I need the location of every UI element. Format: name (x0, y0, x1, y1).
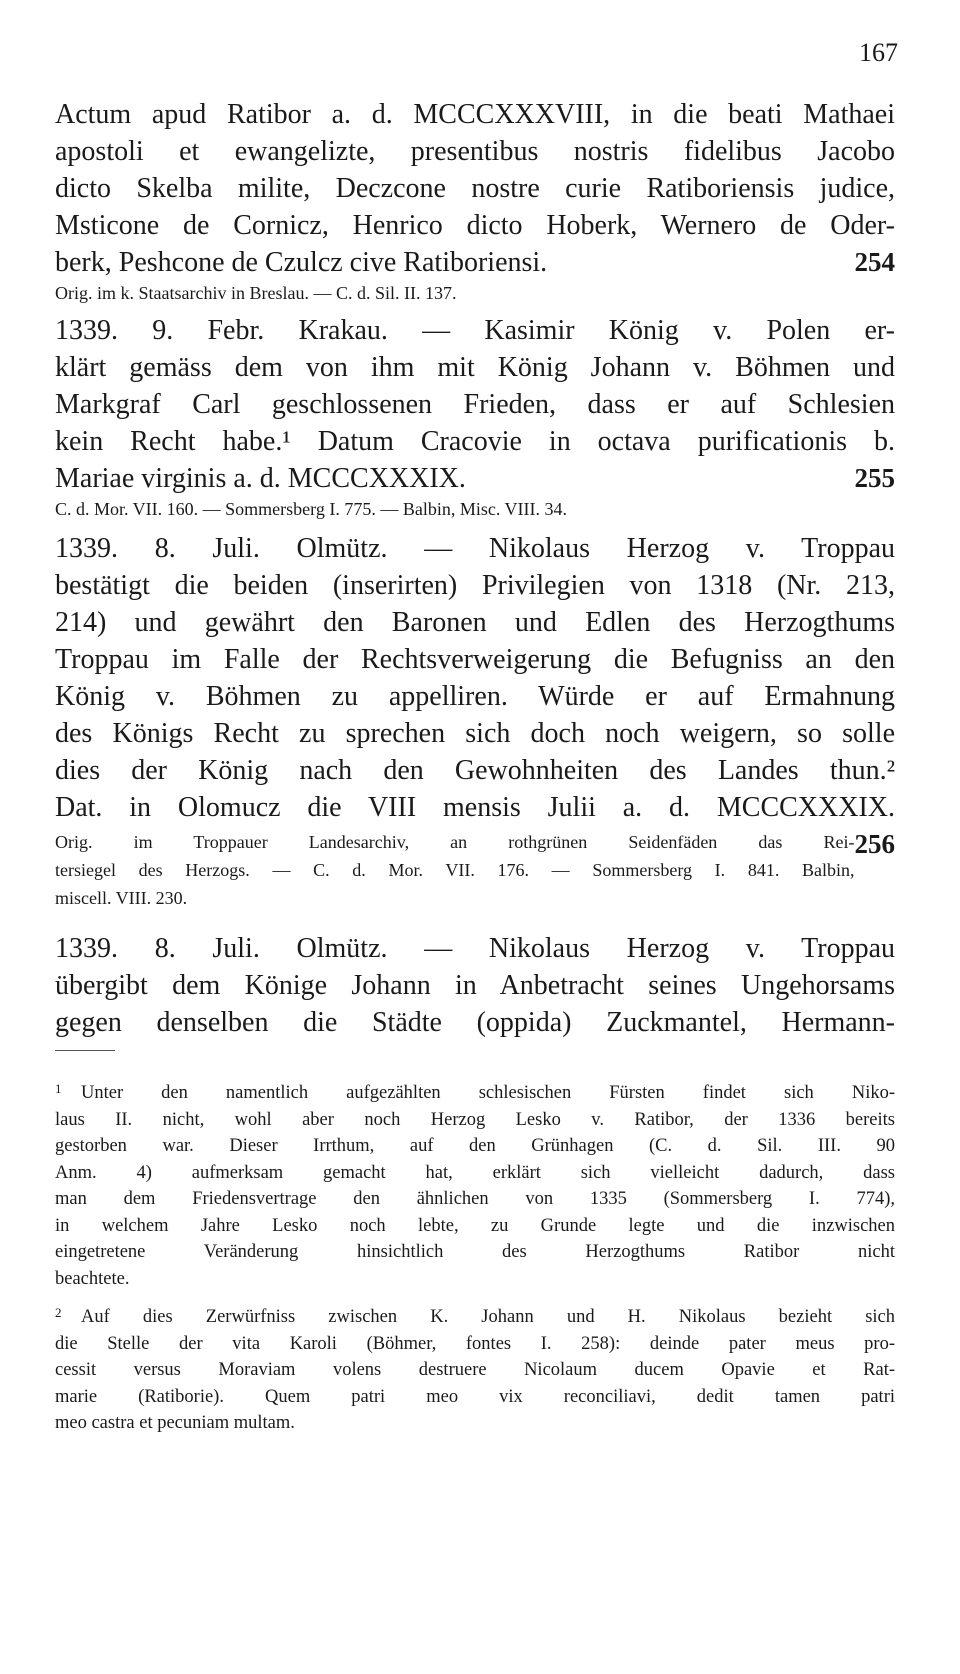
source-note (55, 828, 895, 912)
source-line: Orig. im k. Staatsarchiv in Breslau. — C. d. Sil. II. 137. (55, 283, 457, 303)
body-line: 1339. 8. Juli. Olmütz. — Nikolaus Herzog v. Troppau (55, 933, 895, 964)
document-number: 255 (854, 463, 895, 493)
body-line-text: Mariae virginis a. d. MCCCXXXIX. (55, 463, 466, 494)
body-line: Dat. in Olomucz die VIII mensis Julii a. d. MCCCXXXIX. (55, 792, 895, 823)
entry-256 (55, 530, 895, 912)
footnote-line: laus II. nicht, wohl aber noch Herzog Lesko v. Ratibor, der 1336 bereits (55, 1109, 895, 1130)
body-line: König v. Böhmen zu appelliren. Würde er auf Ermahnung (55, 681, 895, 712)
body-line: 1339. 8. Juli. Olmütz. — Nikolaus Herzog v. Troppau (55, 533, 895, 564)
footnote-mark: 2 (55, 1305, 62, 1320)
footnote-text: Unter den namentlich aufgezählten schlesischen Fürsten findet sich Niko- (81, 1083, 895, 1103)
body-line: dies der König nach den Gewohnheiten des Landes thun.² (55, 755, 895, 786)
footnote-text: Auf dies Zerwürfniss zwischen K. Johann und H. Nikolaus bezieht sich (81, 1307, 895, 1327)
body-line (55, 460, 895, 497)
footnote-line: marie (Ratiborie). Quem patri meo vix reconciliavi, dedit tamen patri (55, 1386, 895, 1407)
source-note (55, 495, 895, 523)
body-line (55, 244, 895, 281)
footnote-line: eingetretene Veränderung hinsichtlich des Herzogthums Ratibor nicht (55, 1242, 895, 1262)
body-line: des Königs Recht zu sprechen sich doch noch weigern, so solle (55, 718, 895, 749)
body-line: kein Recht habe.¹ Datum Cracovie in octava purificationis b. (55, 426, 895, 457)
body-line: Actum apud Ratibor a. d. MCCCXXXVIII, in die beati Mathaei (55, 99, 895, 130)
footnote-line: Anm. 4) aufmerksam gemacht hat, erklärt sich vielleicht dadurch, dass (55, 1162, 895, 1183)
source-note (55, 279, 895, 307)
entry-body (55, 96, 895, 281)
footnote-divider (55, 1050, 115, 1051)
entry-255 (55, 312, 895, 523)
source-line: C. d. Mor. VII. 160. — Sommersberg I. 775. — Balbin, Misc. VIII. 34. (55, 499, 567, 519)
entry-body (55, 930, 895, 1041)
body-line: gegen denselben die Städte (oppida) Zuckmantel, Hermann- (55, 1007, 895, 1038)
footnote-1 (55, 1076, 895, 1292)
footnote-line: man dem Friedensvertrage den ähnlichen von 1335 (Sommersberg I. 774), (55, 1189, 895, 1209)
footnote-line (55, 1076, 895, 1107)
footnote-mark: 1 (55, 1081, 62, 1096)
entry-254 (55, 96, 895, 307)
footnote-line: cessit versus Moraviam volens destruere Nicolaum ducem Opavie et Rat- (55, 1360, 895, 1380)
source-line: Orig. im Troppauer Landesarchiv, an rothgrünen Seidenfäden das Rei- (55, 832, 855, 852)
body-line: dicto Skelba milite, Deczcone nostre curie Ratiboriensis judice, (55, 173, 895, 204)
entry-continued (55, 930, 895, 1041)
document-number: 256 (854, 829, 895, 859)
footnote-line: die Stelle der vita Karoli (Böhmer, fontes I. 258): deinde pater meus pro- (55, 1333, 895, 1354)
source-line: miscell. VIII. 230. (55, 888, 188, 908)
footnote-line: beachtete. (55, 1268, 130, 1289)
body-line-text: berk, Peshcone de Czulcz cive Ratiboriensi. (55, 247, 548, 278)
body-line: 1339. 9. Febr. Krakau. — Kasimir König v. Polen er- (55, 315, 895, 346)
body-line: übergibt dem Könige Johann in Anbetracht seines Ungehorsams (55, 970, 895, 1001)
document-number: 254 (854, 247, 895, 277)
entry-body (55, 312, 895, 497)
footnote-line: in welchem Jahre Lesko noch lebte, zu Grunde legte und die inzwischen (55, 1215, 895, 1236)
body-line: Markgraf Carl geschlossenen Frieden, dass er auf Schlesien (55, 389, 895, 420)
footnote-line: meo castra et pecuniam multam. (55, 1413, 295, 1433)
footnote-line: gestorben war. Dieser Irrthum, auf den Grünhagen (C. d. Sil. III. 90 (55, 1136, 895, 1156)
page-number: 167 (859, 38, 898, 67)
body-line: bestätigt die beiden (inserirten) Privilegien von 1318 (Nr. 213, (55, 570, 895, 601)
body-line: Msticone de Cornicz, Henrico dicto Hoberk, Wernero de Oder- (55, 210, 895, 241)
body-line: 214) und gewährt den Baronen und Edlen des Herzogthums (55, 607, 895, 638)
footnote-2 (55, 1300, 895, 1437)
body-line: klärt gemäss dem von ihm mit König Johann v. Böhmen und (55, 352, 895, 383)
body-line: apostoli et ewangelizte, presentibus nostris fidelibus Jacobo (55, 136, 895, 167)
body-line: Troppau im Falle der Rechtsverweigerung die Befugniss an den (55, 644, 895, 675)
source-line: tersiegel des Herzogs. — C. d. Mor. VII. 176. — Sommersberg I. 841. Balbin, (55, 860, 855, 880)
footnote-line (55, 1300, 895, 1331)
